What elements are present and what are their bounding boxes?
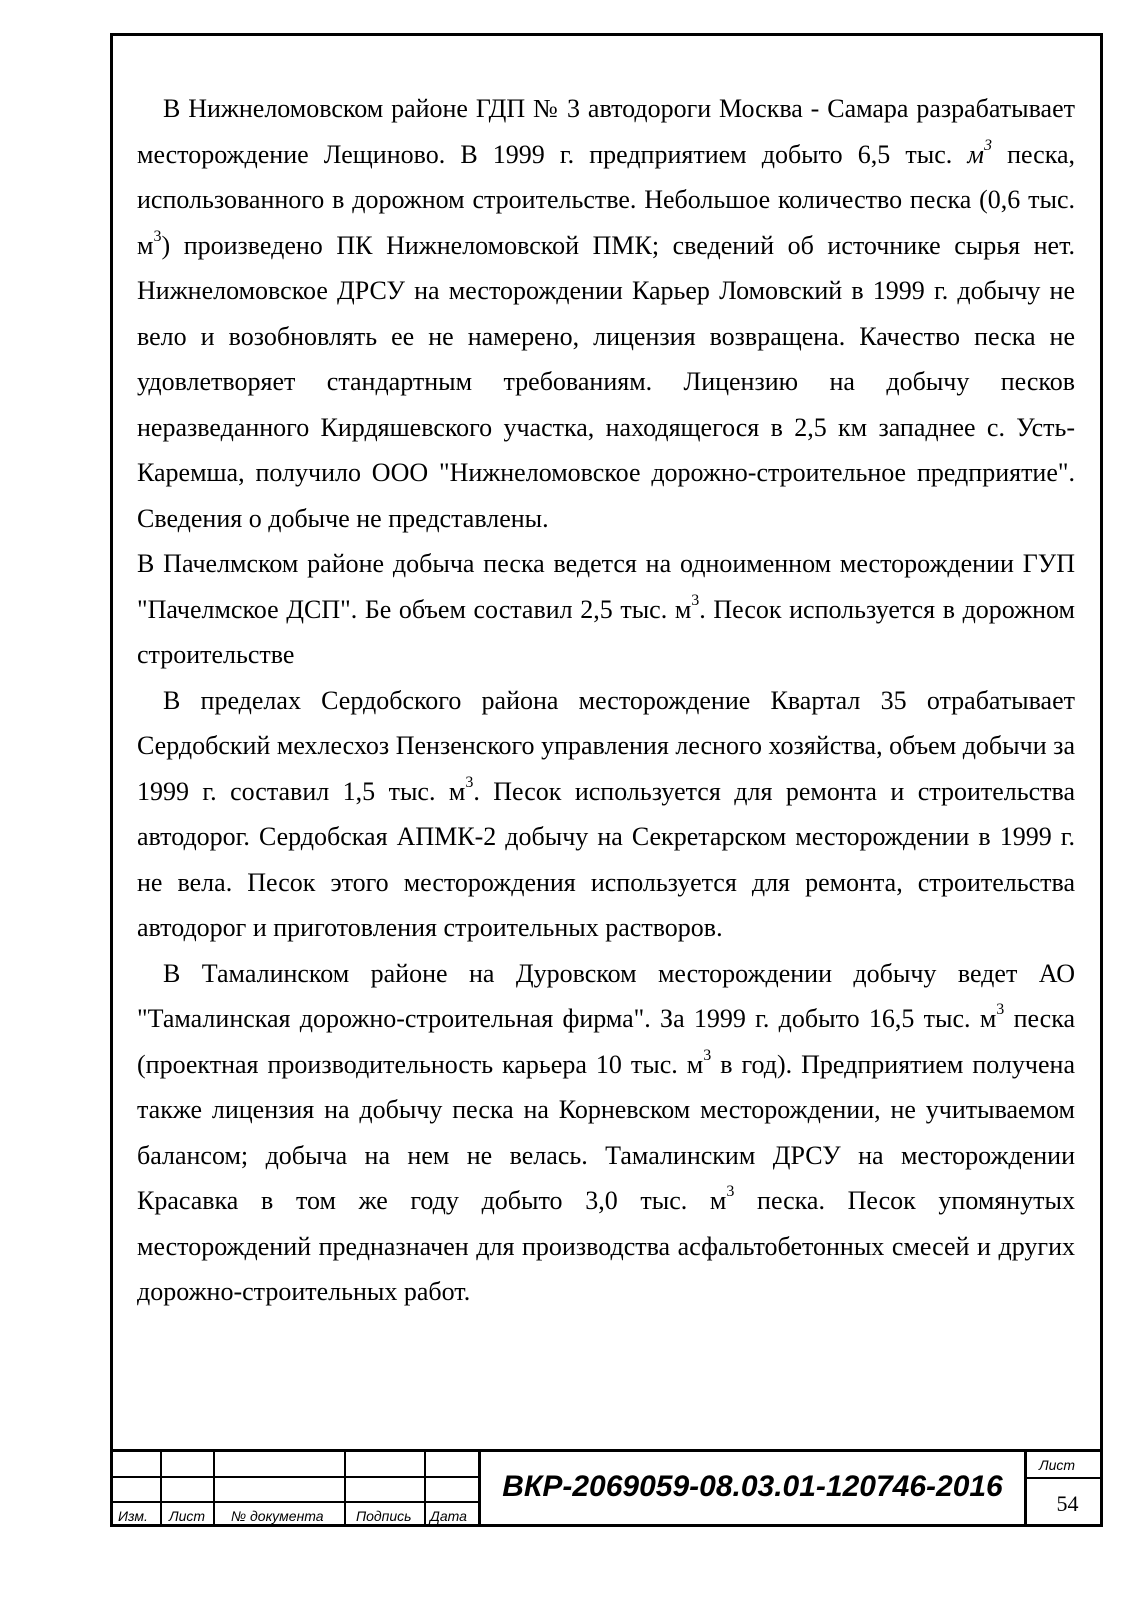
superscript: 3 (996, 1001, 1005, 1018)
superscript: 3 (465, 773, 474, 791)
label-list: Лист (169, 1508, 206, 1524)
paragraph (137, 86, 1075, 541)
text-run: м (967, 139, 984, 169)
paragraph (137, 541, 1075, 678)
text-run: ) произведено ПК Нижнеломовской ПМК; сведений об источнике сырья нет. Нижнеломовское ДРСУ на месторождении Карьер Ломовский в 1999 г. добычу не вело и возобновлять ее не намерено, лицензия возвращена. Качество песка не удовлетворяет стандартным требованиям. Лицензию на добычу песков неразведанного Кирдяшевского участка, находящегося в 2,5 км западнее с. Усть-Каремша, получило ООО "Нижнеломовское дорожно-строительное предприятие". Сведения о добыче не представлены. (137, 230, 1075, 533)
text-run: . Песок используется для ремонта и строительства автодорог. Сердобская АПМК-2 добычу на Секретарском месторождении в 1999 г. не вела. Песок этого месторождения используется для ремонта, строительства автодорог и приготовления строительных растворов. (137, 776, 1075, 942)
label-sheet: Лист (1039, 1457, 1076, 1473)
text-run: В Тамалинском районе на Дуровском месторождении добычу ведет АО "Тамалинская дорожно-строительная фирма". За 1999 г. добыто 16,5 тыс. м (137, 958, 1075, 1033)
text-run: в год). Предприятием получена также лицензия на добычу песка на Корневском месторождении, не учитываемом балансом; добыча на нем не велась. Тамалинским ДРСУ на месторождении Красавка в том же году добыто 3,0 тыс. м (137, 1049, 1075, 1215)
label-date: Дата (430, 1508, 467, 1524)
paragraph (137, 678, 1075, 951)
text-run: В Нижнеломовском районе ГДП № 3 автодороги Москва - Самара разрабатывает месторождение Лещиново. В 1999 г. предприятием добыто 6,5 тыс. (137, 94, 1075, 169)
paragraph (137, 951, 1075, 1315)
superscript: 3 (153, 227, 162, 245)
title-block (110, 1449, 1103, 1527)
document-code: ВКР-2069059-08.03.01-120746-2016 (502, 1470, 1003, 1503)
label-signature: Подпись (356, 1508, 412, 1524)
superscript: 3 (691, 591, 700, 609)
document-body (137, 86, 1075, 1315)
sheet-number: 54 (1056, 1491, 1079, 1516)
text-run: В Пачелмском районе добыча песка ведется на одноименном месторождении ГУП "Пачелмское ДСП". Бе объем составил 2,5 тыс. м (137, 549, 1075, 624)
text-run: В пределах Сердобского района месторождение Квартал 35 отрабатывает Сердобский мехлесхоз Пензенского управления лесного хозяйства, объем добычи за 1999 г. составил 1,5 тыс. м (137, 685, 1075, 806)
superscript: 3 (983, 136, 992, 154)
label-doc-no: № документа (231, 1508, 324, 1524)
superscript: 3 (703, 1046, 712, 1064)
superscript: 3 (726, 1183, 735, 1200)
text-run: песка. Песок упомянутых месторождений предназначен для производства асфальтобетонных смесей и других дорожно-строительных работ. (137, 1186, 1075, 1306)
text-run: песка, использованного в дорожном строительстве. Небольшое количество песка (0,6 тыс. м (137, 139, 1075, 260)
label-izm: Изм. (118, 1508, 148, 1524)
text-run: . Песок используется в дорожном строительстве (137, 594, 1075, 669)
text-run: песка (проектная производительность карьера 10 тыс. м (137, 1004, 1075, 1079)
